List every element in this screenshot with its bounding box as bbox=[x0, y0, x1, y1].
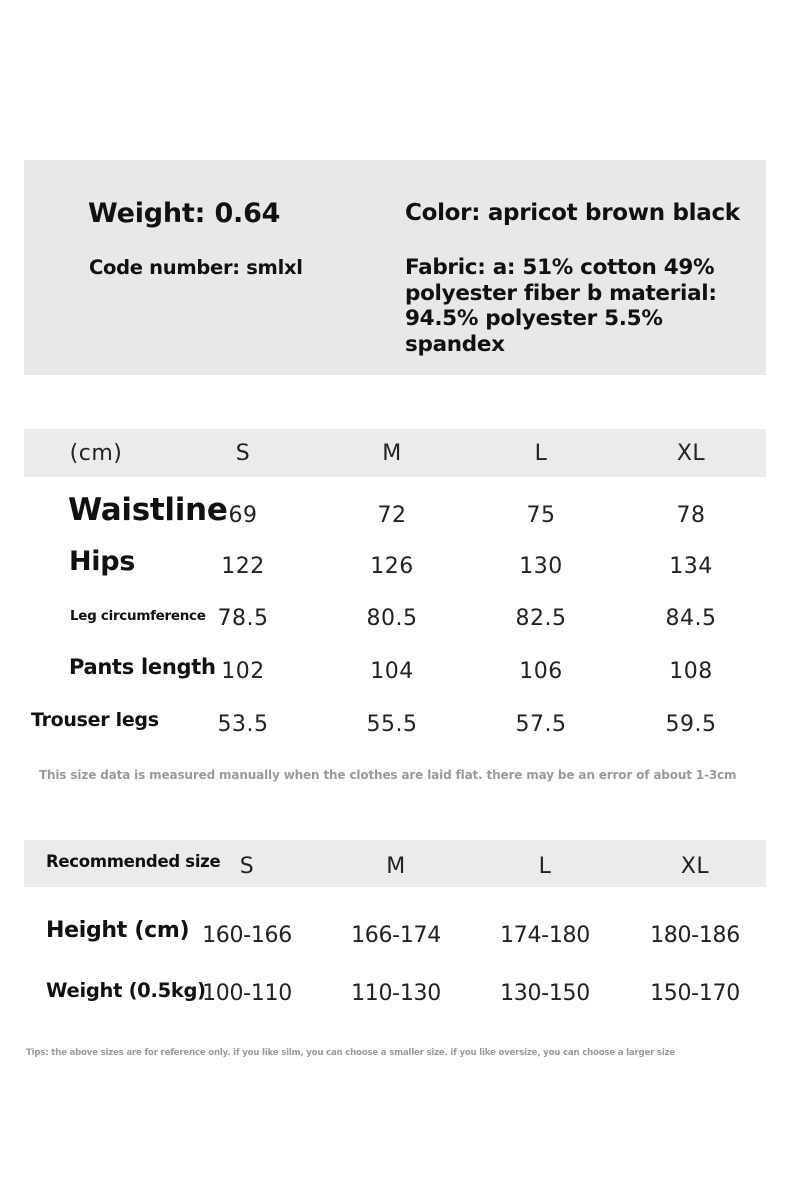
table-cell: 55.5 bbox=[366, 712, 418, 737]
table-cell: 160-166 bbox=[202, 923, 292, 948]
tips-note: Tips: the above sizes are for reference only. if you like silm, you can choose a smaller size. if you like oversize, you can choose a larger size bbox=[26, 1048, 676, 1058]
recommended-size-title: Recommended size bbox=[46, 852, 221, 871]
rec-size-header-l: L bbox=[538, 854, 552, 879]
table-cell: 134 bbox=[669, 554, 713, 579]
table-cell: 84.5 bbox=[665, 606, 717, 631]
table-cell: 53.5 bbox=[217, 712, 269, 737]
row-label-leg-circumference: Leg circumference bbox=[70, 608, 206, 624]
rec-size-header-m: M bbox=[386, 854, 406, 879]
rec-size-header-xl: XL bbox=[680, 854, 710, 879]
table-cell: 102 bbox=[221, 659, 265, 684]
color-info: Color: apricot brown black bbox=[405, 200, 740, 226]
table-cell: 166-174 bbox=[351, 923, 441, 948]
table-cell: 150-170 bbox=[650, 981, 740, 1006]
table-cell: 104 bbox=[370, 659, 414, 684]
row-label-hips: Hips bbox=[69, 546, 136, 577]
row-label-waistline: Waistline bbox=[68, 492, 228, 528]
table-cell: 57.5 bbox=[515, 712, 567, 737]
table-cell: 122 bbox=[221, 554, 265, 579]
table-cell: 82.5 bbox=[515, 606, 567, 631]
row-label-trouser-legs: Trouser legs bbox=[31, 709, 159, 731]
table-cell: 126 bbox=[370, 554, 414, 579]
measurement-note: This size data is measured manually when the clothes are laid flat. there may be an error of about 1-3cm bbox=[39, 768, 737, 782]
table-cell: 130 bbox=[519, 554, 563, 579]
row-label-height: Height (cm) bbox=[46, 918, 190, 943]
table-cell: 180-186 bbox=[650, 923, 740, 948]
unit-label: (cm) bbox=[69, 441, 123, 466]
table-cell: 106 bbox=[519, 659, 563, 684]
row-label-pants-length: Pants length bbox=[69, 655, 216, 679]
size-header-s: S bbox=[235, 441, 251, 466]
size-header-m: M bbox=[382, 441, 402, 466]
table-cell: 78 bbox=[676, 503, 706, 528]
table-cell: 72 bbox=[377, 503, 407, 528]
code-number-info: Code number: smlxl bbox=[89, 256, 303, 279]
table-cell: 59.5 bbox=[665, 712, 717, 737]
size-header-l: L bbox=[534, 441, 548, 466]
table-cell: 78.5 bbox=[217, 606, 269, 631]
rec-size-header-s: S bbox=[239, 854, 255, 879]
row-label-weight: Weight (0.5kg) bbox=[46, 979, 206, 1002]
table-cell: 174-180 bbox=[500, 923, 590, 948]
size-header-xl: XL bbox=[676, 441, 706, 466]
table-cell: 130-150 bbox=[500, 981, 590, 1006]
weight-info: Weight: 0.64 bbox=[88, 198, 281, 229]
table-cell: 80.5 bbox=[366, 606, 418, 631]
table-cell: 110-130 bbox=[351, 981, 441, 1006]
fabric-info: Fabric: a: 51% cotton 49% polyester fiber b material: 94.5% polyester 5.5% spandex bbox=[405, 255, 717, 357]
table-cell: 75 bbox=[526, 503, 556, 528]
table-cell: 69 bbox=[228, 503, 258, 528]
table-cell: 108 bbox=[669, 659, 713, 684]
table-cell: 100-110 bbox=[202, 981, 292, 1006]
